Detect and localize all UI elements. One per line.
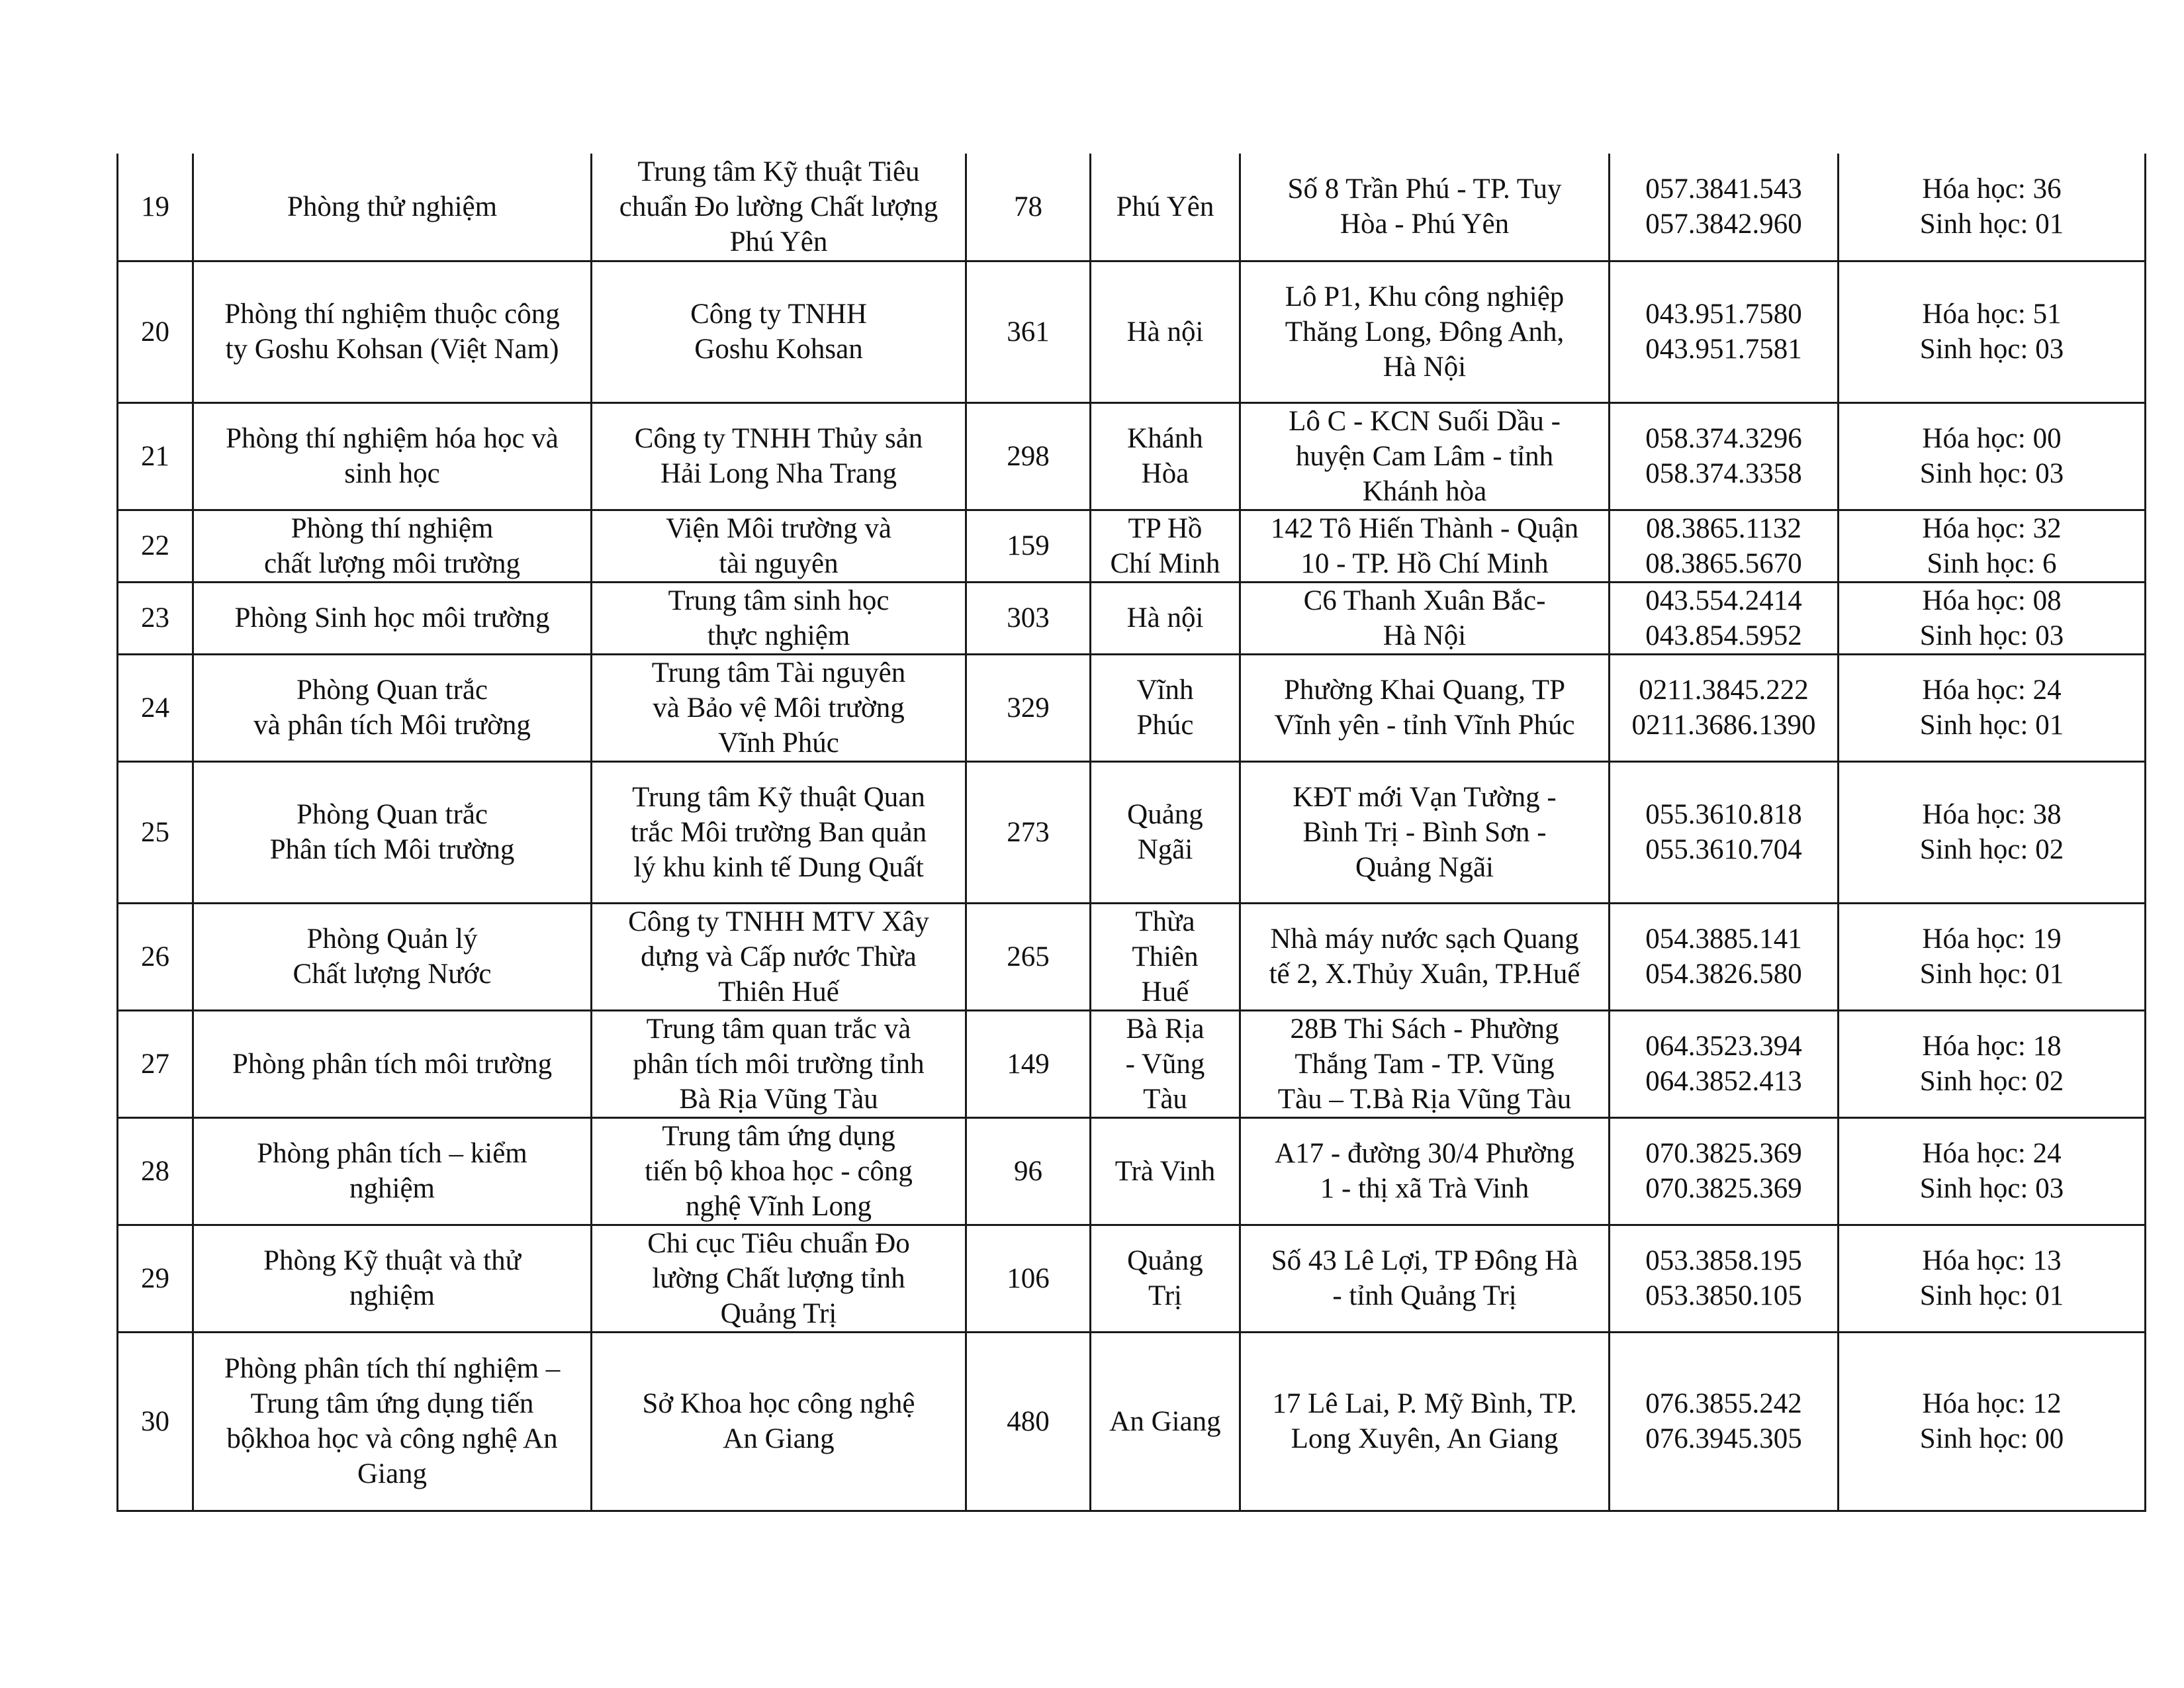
phone-cell <box>1610 154 1839 261</box>
phone-text: 076.3855.242 076.3945.305 <box>1645 1388 1802 1454</box>
fields-text: Hóa học: 12 Sinh học: 00 <box>1919 1388 2064 1454</box>
address-cell <box>1240 903 1610 1010</box>
organization-cell <box>592 761 966 903</box>
address-text: Lô P1, Khu công nghiệp Thăng Long, Đông Anh, Hà Nội <box>1285 281 1565 383</box>
address-cell <box>1240 1117 1610 1225</box>
address-text: Nhà máy nước sạch Quang tế 2, X.Thủy Xuân, TP.Huế <box>1269 923 1580 990</box>
fields-text: Hóa học: 32 Sinh học: 6 <box>1922 512 2062 579</box>
organization-text: Trung tâm ứng dụng tiến bộ khoa học - công nghệ Vĩnh Long <box>645 1120 913 1222</box>
fields-cell <box>1839 1332 2146 1511</box>
row-number-cell <box>118 1332 193 1511</box>
row-number-text: 20 <box>141 316 169 348</box>
address-text: 142 Tô Hiến Thành - Quận 10 - TP. Hồ Chí Minh <box>1270 512 1579 579</box>
organization-text: Trung tâm sinh học thực nghiệm <box>668 585 889 651</box>
row-number-cell <box>118 654 193 761</box>
lab-name-text: Phòng Sinh học môi trường <box>234 602 550 633</box>
lab-name-cell <box>193 903 592 1010</box>
lab-name-cell <box>193 154 592 261</box>
organization-text: Công ty TNHH MTV Xây dựng và Cấp nước Thừa Thiên Huế <box>628 906 929 1008</box>
row-number-cell <box>118 1117 193 1225</box>
address-cell <box>1240 654 1610 761</box>
table-row <box>118 1332 2146 1511</box>
address-text: Số 8 Trần Phú - TP. Tuy Hòa - Phú Yên <box>1287 173 1562 240</box>
lab-name-cell <box>193 402 592 510</box>
lab-name-cell <box>193 1010 592 1117</box>
address-text: 17 Lê Lai, P. Mỹ Bình, TP. Long Xuyên, An Giang <box>1272 1388 1577 1454</box>
lab-code-cell <box>966 1225 1091 1332</box>
lab-name-cell <box>193 1117 592 1225</box>
province-text: TP Hồ Chí Minh <box>1110 512 1220 579</box>
lab-name-cell <box>193 1332 592 1511</box>
address-cell <box>1240 582 1610 654</box>
lab-name-text: Phòng Quan trắc và phân tích Môi trường <box>253 675 531 741</box>
row-number-cell <box>118 903 193 1010</box>
province-cell <box>1091 582 1240 654</box>
organization-text: Sở Khoa học công nghệ An Giang <box>642 1388 915 1454</box>
table-body <box>118 154 2146 1511</box>
address-text: Số 43 Lê Lợi, TP Đông Hà - tỉnh Quảng Trị <box>1271 1245 1578 1311</box>
phone-text: 08.3865.1132 08.3865.5670 <box>1645 512 1802 579</box>
lab-name-cell <box>193 510 592 582</box>
province-text: An Giang <box>1109 1405 1221 1437</box>
fields-cell <box>1839 654 2146 761</box>
fields-cell <box>1839 402 2146 510</box>
table-row <box>118 1225 2146 1332</box>
province-cell <box>1091 761 1240 903</box>
lab-name-text: Phòng thí nghiệm hóa học và sinh học <box>226 423 559 489</box>
table-row <box>118 402 2146 510</box>
province-text: Quảng Trị <box>1127 1245 1203 1311</box>
organization-cell <box>592 1332 966 1511</box>
lab-name-text: Phòng Quản lý Chất lượng Nước <box>293 923 492 990</box>
lab-code-cell <box>966 1010 1091 1117</box>
table-row <box>118 903 2146 1010</box>
fields-cell <box>1839 761 2146 903</box>
phone-cell <box>1610 1332 1839 1511</box>
phone-text: 055.3610.818 055.3610.704 <box>1645 799 1802 865</box>
phone-cell <box>1610 1010 1839 1117</box>
address-cell <box>1240 1225 1610 1332</box>
lab-name-text: Phòng phân tích môi trường <box>232 1048 553 1080</box>
lab-code-cell <box>966 654 1091 761</box>
phone-text: 064.3523.394 064.3852.413 <box>1645 1031 1802 1097</box>
province-cell <box>1091 654 1240 761</box>
fields-text: Hóa học: 08 Sinh học: 03 <box>1919 585 2064 651</box>
organization-text: Trung tâm Tài nguyên và Bảo vệ Môi trường Vĩnh Phúc <box>651 657 906 759</box>
table-row <box>118 510 2146 582</box>
phone-text: 070.3825.369 070.3825.369 <box>1645 1138 1802 1204</box>
lab-code-text: 78 <box>1014 191 1042 222</box>
lab-name-cell <box>193 1225 592 1332</box>
organization-text: Viện Môi trường và tài nguyên <box>666 512 891 579</box>
phone-text: 054.3885.141 054.3826.580 <box>1645 923 1802 990</box>
province-text: Khánh Hòa <box>1127 423 1203 489</box>
table-row <box>118 1010 2146 1117</box>
province-cell <box>1091 1117 1240 1225</box>
fields-text: Hóa học: 24 Sinh học: 01 <box>1919 675 2064 741</box>
organization-cell <box>592 154 966 261</box>
address-text: Phường Khai Quang, TP Vĩnh yên - tỉnh Vĩnh Phúc <box>1274 675 1575 741</box>
phone-text: 058.374.3296 058.374.3358 <box>1645 423 1802 489</box>
lab-name-text: Phòng Quan trắc Phân tích Môi trường <box>269 799 515 865</box>
lab-name-text: Phòng phân tích – kiểm nghiệm <box>257 1138 527 1204</box>
row-number-cell <box>118 402 193 510</box>
phone-text: 043.951.7580 043.951.7581 <box>1645 299 1802 365</box>
row-number-cell <box>118 761 193 903</box>
fields-cell <box>1839 261 2146 402</box>
fields-text: Hóa học: 00 Sinh học: 03 <box>1919 423 2064 489</box>
fields-text: Hóa học: 51 Sinh học: 03 <box>1919 299 2064 365</box>
organization-cell <box>592 510 966 582</box>
lab-code-cell <box>966 1332 1091 1511</box>
lab-name-text: Phòng thí nghiệm thuộc công ty Goshu Kohsan (Việt Nam) <box>224 299 560 365</box>
row-number-text: 29 <box>141 1262 169 1294</box>
phone-text: 057.3841.543 057.3842.960 <box>1645 173 1802 240</box>
lab-name-text: Phòng Kỹ thuật và thử nghiệm <box>263 1245 521 1311</box>
row-number-text: 25 <box>141 816 169 848</box>
province-cell <box>1091 510 1240 582</box>
row-number-text: 22 <box>141 530 169 561</box>
province-text: Thừa Thiên Huế <box>1132 906 1199 1008</box>
table-row <box>118 654 2146 761</box>
lab-name-text: Phòng phân tích thí nghiệm – Trung tâm ứng dụng tiến bộkhoa học và công nghệ An Giang <box>224 1353 561 1489</box>
organization-cell <box>592 903 966 1010</box>
row-number-cell <box>118 154 193 261</box>
fields-cell <box>1839 1225 2146 1332</box>
province-text: Hà nội <box>1126 316 1204 348</box>
organization-cell <box>592 402 966 510</box>
lab-name-text: Phòng thí nghiệm chất lượng môi trường <box>263 512 521 579</box>
organization-cell <box>592 654 966 761</box>
province-cell <box>1091 154 1240 261</box>
phone-cell <box>1610 903 1839 1010</box>
lab-name-cell <box>193 261 592 402</box>
province-text: Quảng Ngãi <box>1127 799 1203 865</box>
lab-code-cell <box>966 510 1091 582</box>
row-number-text: 23 <box>141 602 169 633</box>
address-cell <box>1240 261 1610 402</box>
lab-name-cell <box>193 582 592 654</box>
row-number-cell <box>118 1010 193 1117</box>
lab-code-text: 96 <box>1014 1155 1042 1187</box>
province-text: Vĩnh Phúc <box>1136 675 1194 741</box>
phone-cell <box>1610 654 1839 761</box>
phone-cell <box>1610 510 1839 582</box>
fields-text: Hóa học: 36 Sinh học: 01 <box>1919 173 2064 240</box>
lab-code-text: 273 <box>1007 816 1050 848</box>
province-cell <box>1091 1332 1240 1511</box>
row-number-text: 27 <box>141 1048 169 1080</box>
lab-code-cell <box>966 154 1091 261</box>
lab-code-text: 303 <box>1007 602 1050 633</box>
address-cell <box>1240 154 1610 261</box>
organization-cell <box>592 1225 966 1332</box>
fields-cell <box>1839 903 2146 1010</box>
table-row <box>118 582 2146 654</box>
row-number-text: 30 <box>141 1405 169 1437</box>
organization-text: Công ty TNHH Goshu Kohsan <box>690 299 867 365</box>
phone-text: 053.3858.195 053.3850.105 <box>1645 1245 1802 1311</box>
table-row <box>118 1117 2146 1225</box>
organization-cell <box>592 1117 966 1225</box>
organization-cell <box>592 1010 966 1117</box>
address-cell <box>1240 761 1610 903</box>
row-number-text: 21 <box>141 440 169 472</box>
lab-code-cell <box>966 1117 1091 1225</box>
lab-code-text: 106 <box>1007 1262 1050 1294</box>
province-cell <box>1091 261 1240 402</box>
lab-code-cell <box>966 582 1091 654</box>
lab-name-cell <box>193 761 592 903</box>
row-number-cell <box>118 582 193 654</box>
address-cell <box>1240 1332 1610 1511</box>
table-row <box>118 154 2146 261</box>
phone-text: 0211.3845.222 0211.3686.1390 <box>1631 675 1816 741</box>
lab-code-text: 329 <box>1007 692 1050 724</box>
lab-code-text: 361 <box>1007 316 1050 348</box>
row-number-text: 24 <box>141 692 169 724</box>
phone-cell <box>1610 761 1839 903</box>
fields-text: Hóa học: 18 Sinh học: 02 <box>1919 1031 2064 1097</box>
phone-cell <box>1610 1225 1839 1332</box>
address-text: KĐT mới Vạn Tường - Bình Trị - Bình Sơn - Quảng Ngãi <box>1293 781 1557 883</box>
fields-text: Hóa học: 38 Sinh học: 02 <box>1919 799 2064 865</box>
organization-cell <box>592 582 966 654</box>
organization-text: Trung tâm Kỹ thuật Quan trắc Môi trường Ban quản lý khu kinh tế Dung Quất <box>630 781 927 883</box>
fields-cell <box>1839 1117 2146 1225</box>
lab-code-text: 265 <box>1007 941 1050 972</box>
fields-cell <box>1839 510 2146 582</box>
fields-cell <box>1839 582 2146 654</box>
organization-text: Chi cục Tiêu chuẩn Đo lường Chất lượng tỉnh Quảng Trị <box>647 1227 910 1329</box>
fields-text: Hóa học: 19 Sinh học: 01 <box>1919 923 2064 990</box>
province-text: Hà nội <box>1126 602 1204 633</box>
lab-code-text: 149 <box>1007 1048 1050 1080</box>
address-text: 28B Thi Sách - Phường Thắng Tam - TP. Vũng Tàu – T.Bà Rịa Vũng Tàu <box>1277 1013 1572 1115</box>
row-number-cell <box>118 510 193 582</box>
province-cell <box>1091 903 1240 1010</box>
address-cell <box>1240 402 1610 510</box>
laboratory-table <box>116 154 2146 1512</box>
address-text: C6 Thanh Xuân Bắc- Hà Nội <box>1303 585 1546 651</box>
phone-cell <box>1610 582 1839 654</box>
address-cell <box>1240 510 1610 582</box>
lab-code-cell <box>966 761 1091 903</box>
lab-name-cell <box>193 654 592 761</box>
phone-cell <box>1610 1117 1839 1225</box>
province-text: Phú Yên <box>1116 191 1214 222</box>
fields-text: Hóa học: 13 Sinh học: 01 <box>1919 1245 2064 1311</box>
lab-code-cell <box>966 261 1091 402</box>
lab-code-text: 298 <box>1007 440 1050 472</box>
address-text: Lô C - KCN Suối Dầu - huyện Cam Lâm - tỉnh Khánh hòa <box>1289 405 1561 507</box>
fields-cell <box>1839 1010 2146 1117</box>
organization-text: Công ty TNHH Thủy sản Hải Long Nha Trang <box>634 423 923 489</box>
table-row <box>118 761 2146 903</box>
organization-cell <box>592 261 966 402</box>
row-number-cell <box>118 1225 193 1332</box>
phone-cell <box>1610 402 1839 510</box>
fields-text: Hóa học: 24 Sinh học: 03 <box>1919 1138 2064 1204</box>
phone-text: 043.554.2414 043.854.5952 <box>1645 585 1802 651</box>
address-text: A17 - đường 30/4 Phường 1 - thị xã Trà Vinh <box>1275 1138 1574 1204</box>
phone-cell <box>1610 261 1839 402</box>
lab-code-text: 480 <box>1007 1405 1050 1437</box>
row-number-text: 19 <box>141 191 169 222</box>
province-text: Trà Vinh <box>1115 1155 1216 1187</box>
lab-name-text: Phòng thử nghiệm <box>287 191 498 222</box>
row-number-cell <box>118 261 193 402</box>
province-cell <box>1091 1225 1240 1332</box>
row-number-text: 28 <box>141 1155 169 1187</box>
lab-code-cell <box>966 402 1091 510</box>
address-cell <box>1240 1010 1610 1117</box>
row-number-text: 26 <box>141 941 169 972</box>
province-cell <box>1091 1010 1240 1117</box>
lab-code-text: 159 <box>1007 530 1050 561</box>
organization-text: Trung tâm quan trắc và phân tích môi trường tỉnh Bà Rịa Vũng Tàu <box>633 1013 925 1115</box>
province-text: Bà Rịa - Vũng Tàu <box>1125 1013 1205 1115</box>
lab-code-cell <box>966 903 1091 1010</box>
table-row <box>118 261 2146 402</box>
province-cell <box>1091 402 1240 510</box>
fields-cell <box>1839 154 2146 261</box>
organization-text: Trung tâm Kỹ thuật Tiêu chuẩn Đo lường Chất lượng Phú Yên <box>619 156 938 258</box>
